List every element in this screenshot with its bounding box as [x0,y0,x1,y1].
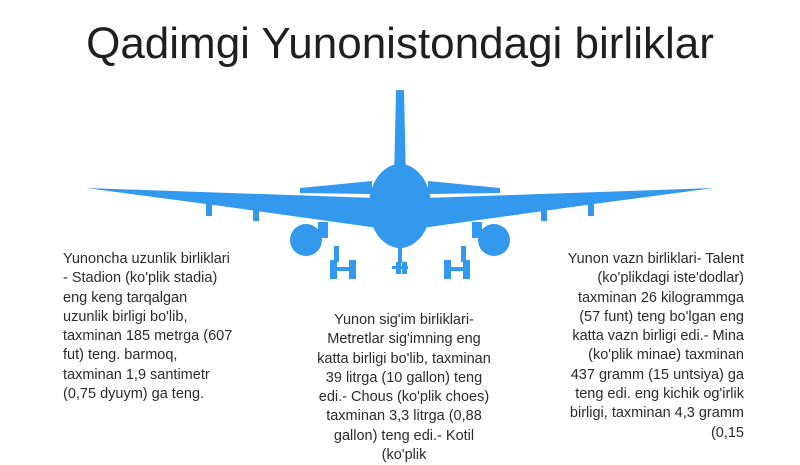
capacity-units-text: Yunon sig'im birliklari- Metretlar sig'imning eng katta birligi bo'lib, taxminan 39 litrga (10 gallon) teng edi.- Chous (ko'plik choes) taxminan 3,3 litrga (0,88 gallon) teng edi.- Kotil (ko'plik [317,312,491,464]
weight-units-text: Yunon vazn birliklari- Talent (ko'plikdagi iste'dodlar) taxminan 26 kilogrammga (57 funt) teng bo'lgan eng katta vazn birligi edi.- Mina (ko'plik minae) taxminan 437 gramm (15 untsiya) ga teng edi. eng kichik og'irlik birligi, taxminan 4,3 gramm (0,15 [567,251,744,441]
length-units-text: Yunoncha uzunlik birliklari - Stadion (ko'plik stadia) eng keng tarqalgan uzunlik birligi bo'lib, taxminan 185 metrga (607 fut) teng. barmoq, taxminan 1,9 santimetr (0,75 dyuym) ga teng. [63,251,233,403]
page-title: Qadimgi Yunonistondagi birliklar [86,19,714,68]
